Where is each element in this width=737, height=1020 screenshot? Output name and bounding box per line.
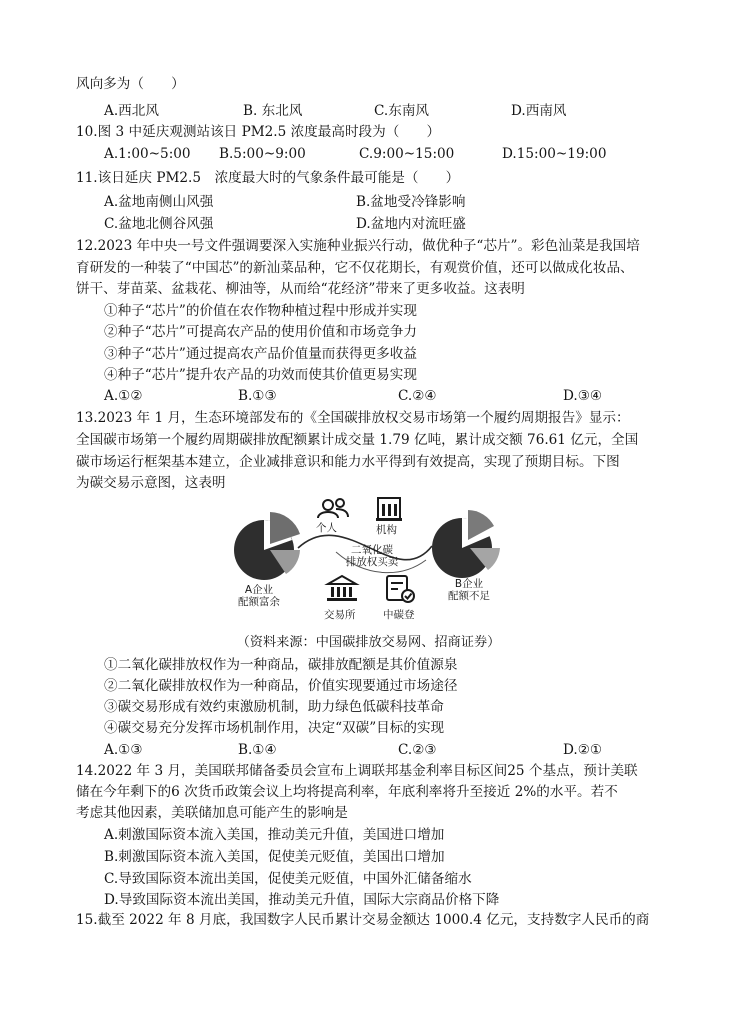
- q10-option-d: D.15:00~19:00: [502, 146, 607, 162]
- registry-check-icon: [387, 576, 414, 602]
- q11-option-b: B.盆地受冷锋影响: [356, 194, 466, 210]
- q15-stem-line-1: 15.截至 2022 年 8 月底，我国数字人民币累计交易金额达 1000.4 亿元，支持数字人民币的商: [76, 912, 650, 928]
- bottom-icon-label-registry: 中碳登: [383, 609, 415, 621]
- q13-statement-2: ②二氧化碳排放权作为一种商品，价值实现要通过市场途径: [104, 678, 458, 694]
- q13-stem-line-4: 为碳交易示意图，这表明: [76, 475, 226, 491]
- q12-option-d: D.③④: [563, 388, 603, 404]
- q13-stem-line-1: 13.2023 年 1 月，生态环境部发布的《全国碳排放权交易市场第一个履约周期报告》显示：: [76, 410, 630, 426]
- enterprise-a-pie-icon: [234, 512, 300, 580]
- q12-statement-4: ④种子“芯片”提升农产品的功效而使其价值更易实现: [104, 367, 417, 383]
- center-trade-label: 二氧化碳 排放权买卖: [345, 544, 399, 568]
- q10-option-a: A.1:00~5:00: [104, 146, 191, 162]
- q12-statement-2: ②种子“芯片”可提高农产品的使用价值和市场竞争力: [104, 324, 417, 340]
- q10-stem: 10.图 3 中延庆观测站该日 PM2.5 浓度最高时段为（ ）: [76, 124, 441, 140]
- q13-stem-line-3: 碳市场运行框架基本建立，企业减排意识和能力水平得到有效提高，实现了预期目标。下图: [76, 454, 620, 470]
- enterprise-a-label: A企业 配额富余: [238, 584, 280, 608]
- q14-stem-line-1: 14.2022 年 3 月，美国联邦储备委员会宣布上调联邦基金利率目标区间25 个基点，预计美联: [76, 763, 638, 779]
- q12-stem-line-3: 饼干、芽苗菜、盆栽花、柳油等，从而给“花经济”带来了更多收益。这表明: [76, 281, 525, 297]
- q13-option-d: D.②①: [563, 742, 603, 758]
- q10-option-b: B.5:00~9:00: [219, 146, 306, 162]
- q9-option-b: B. 东北风: [243, 103, 303, 119]
- carbon-trading-diagram: [226, 488, 516, 626]
- q13-option-b: B.①④: [238, 742, 277, 758]
- q10-option-c: C.9:00~15:00: [359, 146, 455, 162]
- q14-choice-a: A.刺激国际资本流入美国，推动美元升值，美国进口增加: [104, 827, 445, 843]
- q11-option-a: A.盆地南侧山风强: [104, 194, 214, 210]
- q12-stem-line-2: 育研发的一种装了“中国芯”的新汕菜品种，它不仅花期长，有观赏价值，还可以做成化妆品、: [76, 260, 634, 276]
- q13-option-c: C.②③: [398, 742, 437, 758]
- exchange-icon: [327, 576, 357, 601]
- q9-stem-tail: 风向多为（ ）: [76, 76, 185, 92]
- q9-option-a: A.西北风: [104, 103, 159, 119]
- q12-statement-1: ①种子“芯片”的价值在农作物种植过程中形成并实现: [104, 303, 417, 319]
- q9-option-c: C.东南风: [374, 103, 430, 119]
- top-icon-label-person: 个人: [316, 522, 337, 534]
- q9-option-d: D.西南风: [511, 103, 567, 119]
- q14-choice-d: D.导致国际资本流出美国，推动美元升值，国际大宗商品价格下降: [104, 892, 500, 908]
- person-icon: [318, 499, 348, 518]
- q13-option-a: A.①③: [104, 742, 143, 758]
- q13-statement-3: ③碳交易形成有效约束激励机制，助力绿色低碳科技革命: [104, 699, 444, 715]
- q14-choice-c: C.导致国际资本流出美国，促使美元贬值，中国外汇储备缩水: [104, 871, 472, 887]
- q14-stem-line-3: 考虑其他因素，美联储加息可能产生的影响是: [76, 805, 348, 821]
- figure-caption: （资料来源：中国碳排放交易网、招商证券）: [236, 635, 501, 650]
- q12-option-b: B.①③: [238, 388, 277, 404]
- q13-statement-4: ④碳交易充分发挥市场机制作用，决定“双碳”目标的实现: [104, 720, 445, 736]
- q12-statement-3: ③种子“芯片”通过提高农产品价值量而获得更多收益: [104, 346, 417, 362]
- q11-option-c: C.盆地北侧谷风强: [104, 216, 214, 232]
- q13-statement-1: ①二氧化碳排放权作为一种商品，碳排放配额是其价值源泉: [104, 657, 458, 673]
- enterprise-b-pie-icon: [432, 510, 500, 578]
- enterprise-b-label: B企业 配额不足: [448, 578, 490, 602]
- top-icon-label-institution: 机构: [376, 524, 397, 536]
- q11-option-d: D.盆地内对流旺盛: [356, 216, 466, 232]
- institution-icon: [376, 498, 402, 521]
- q13-stem-line-2: 全国碳市场第一个履约周期碳排放配额累计成交量 1.79 亿吨，累计成交额 76.61 亿元，全国: [76, 432, 639, 448]
- q11-stem: 11.该日延庆 PM2.5 浓度最大时的气象条件最可能是（ ）: [76, 170, 460, 186]
- bottom-icon-label-exchange: 交易所: [324, 609, 356, 621]
- q14-choice-b: B.刺激国际资本流入美国，促使美元贬值，美国出口增加: [104, 849, 445, 865]
- q12-option-c: C.②④: [398, 388, 437, 404]
- q12-option-a: A.①②: [104, 388, 143, 404]
- q12-stem-line-1: 12.2023 年中央一号文件强调要深入实施种业振兴行动，做优种子“芯片”。彩色汕菜是我国培: [76, 238, 640, 254]
- q14-stem-line-2: 储在今年剩下的6 次货币政策会议上均将提高利率，年底利率将升至接近 2%的水平。若不: [76, 784, 618, 800]
